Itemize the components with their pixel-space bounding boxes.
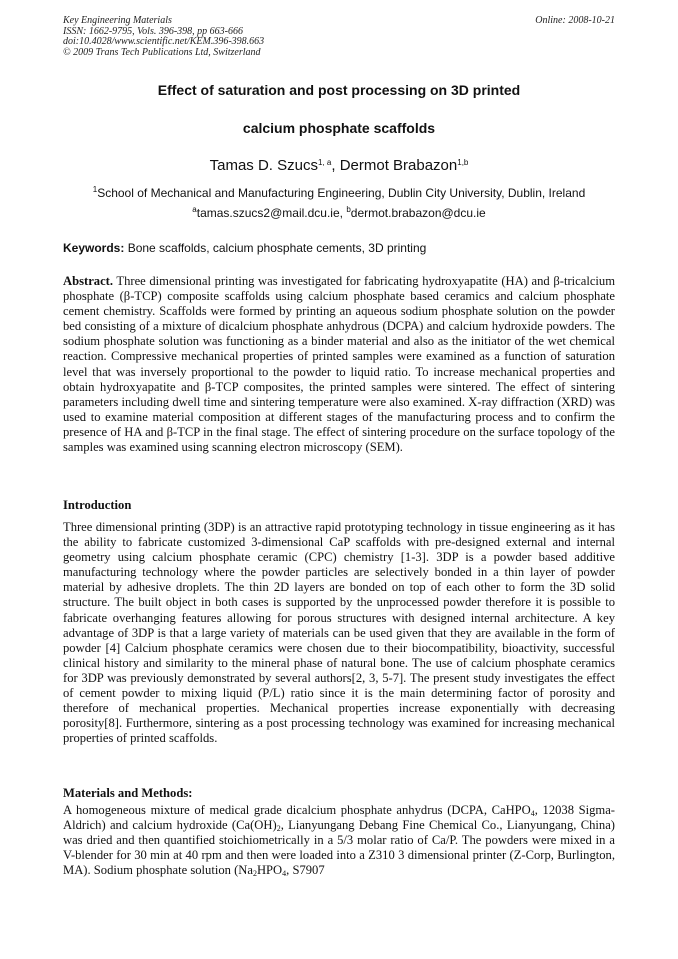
keywords-text: Bone scaffolds, calcium phosphate cements, 3D printing <box>124 241 427 255</box>
introduction-text: Three dimensional printing (3DP) is an attractive rapid prototyping technology in tissue engineering as it has the ability to fabricate customized 3-dimensional CaP scaffolds with pre-designed external and internal geometry using calcium phosphate ceramic (CPC) chemistry [1-3]. 3DP is a powder based additive manufacturing technology where the powder particles are selectively bonded in a thin layer of powder material by adhesive droplets. The thin 2D layers are bonded on top of each other to form the 3D solid structure. The built object in both cases is supported by the unprocessed powder therefore it is possible to fabricate overhanging features allowing for porous structures with designed internal architecture. A key advantage of 3DP is that a large variety of materials can be used given that they are available in the form of powder [4] Calcium phosphate ceramics were chosen due to their biocompatibility, bioactivity, successful clinical history and similarity to the mineral phase of natural bone. The use of calcium phosphate ceramics for 3DP was previously demonstrated by several authors[2, 3, 5-7]. The present study investigates the effect of cement powder to mixing liquid (P/L) ratio since it is the main determining factor of porosity and therefore of mechanical properties. Mechanical properties increase exponentially with decreasing porosity[8]. Furthermore, sintering as a post processing technology was examined for increasing mechanical properties of printed scaffolds. <box>63 520 615 746</box>
subscript: 4 <box>282 869 287 879</box>
abstract <box>63 274 615 455</box>
email-b-mark: b <box>346 205 351 214</box>
methods-text-part: A homogeneous mixture of medical grade dicalcium phosphate anhydrus (DCPA, CaHPO <box>63 803 531 817</box>
methods-text <box>63 803 615 878</box>
doi-line: doi:10.4028/www.scientific.net/KEM.396-398.663 <box>63 36 265 48</box>
journal-header <box>63 16 615 58</box>
author-list <box>63 157 615 174</box>
methods-heading: Materials and Methods: <box>63 786 193 800</box>
paper-title-line-2: calcium phosphate scaffolds <box>242 120 436 136</box>
email-a: tamas.szucs2@mail.dcu.ie <box>196 206 340 220</box>
email-b: dermot.brabazon@dcu.ie <box>350 206 486 220</box>
issn-line: ISSN: 1662-9795, Vols. 396-398, pp 663-666 <box>63 25 243 37</box>
author-2-affiliation-mark: 1,b <box>457 158 469 167</box>
affiliation-number: 1 <box>92 185 98 194</box>
journal-name: Key Engineering Materials <box>63 15 172 26</box>
author-1: Tamas D. Szucs <box>209 157 318 174</box>
author-2: Dermot Brabazon <box>339 157 458 174</box>
subscript: 4 <box>530 809 535 818</box>
author-separator: , <box>331 157 340 174</box>
affiliation-text: School of Mechanical and Manufacturing Engineering, Dublin City University, Dublin, Ireland <box>97 186 586 200</box>
abstract-text: Three dimensional printing was investigated for fabricating hydroxyapatite (HA) and β-tricalcium phosphate (β-TCP) composite scaffolds using calcium phosphate based ceramics and calcium phosphate cement chemistry. Scaffolds were formed by printing an aqueous sodium phosphate solution on the powder bed consisting of a mixture of dicalcium phosphate anhydrous (DCPA) and calcium hydroxide powders. The sodium phosphate solution was functioning as a binder material and also as the initiator of the wet chemical reaction. Compressive mechanical properties of printed samples were examined as a function of saturation level that was inversely proportional to the powder to liquid ratio. To increase mechanical properties and obtain hydroxyapatite and β-TCP composites, the printed samples were sintered. The effect of sintering parameters including dwell time and sintering temperature were also examined. X-ray diffraction (XRD) was used to examine material composition at different stages of the manufacturing process and to confirm the presence of HA and β-TCP in the final stage. The effect of sintering procedure on the surface topology of the samples was examined using scanning electron microscopy (SEM). <box>63 274 615 455</box>
author-emails <box>63 206 615 220</box>
subscript: 2 <box>276 824 281 834</box>
paper-title-line-1: Effect of saturation and post processing on 3D printed <box>157 82 521 98</box>
affiliation <box>63 186 615 200</box>
methods-text-part: HPO <box>256 863 283 878</box>
methods-text-part: , 12038 Sigma-Aldrich) and calcium hydroxide (Ca(OH) <box>63 803 615 833</box>
copyright-line: © 2009 Trans Tech Publications Ltd, Switzerland <box>63 46 261 58</box>
keywords <box>63 241 615 255</box>
email-a-mark: a <box>192 205 197 214</box>
keywords-label: Keywords: <box>63 241 125 255</box>
online-date: Online: 2008-10-21 <box>535 15 615 26</box>
methods-text-part: , Lianyungang Debang Fine Chemical Co., Lianyungang, China) was dried and then quantified stoichiometrically in a 5/3 molar ratio of Ca/P. The powders were mixed in a V-blender for 30 min at 40 rpm and then were loaded into a Z310 3 dimensional printer (Z-Corp, Burlington, MA). Sodium phosphate solution (Na <box>63 818 615 878</box>
methods-text-part: , S7907 <box>286 863 325 878</box>
email-separator: , <box>339 206 347 220</box>
abstract-label: Abstract. <box>63 274 114 288</box>
subscript: 2 <box>252 869 257 879</box>
author-1-affiliation-mark: 1, a <box>318 158 332 167</box>
introduction-heading: Introduction <box>63 498 132 512</box>
